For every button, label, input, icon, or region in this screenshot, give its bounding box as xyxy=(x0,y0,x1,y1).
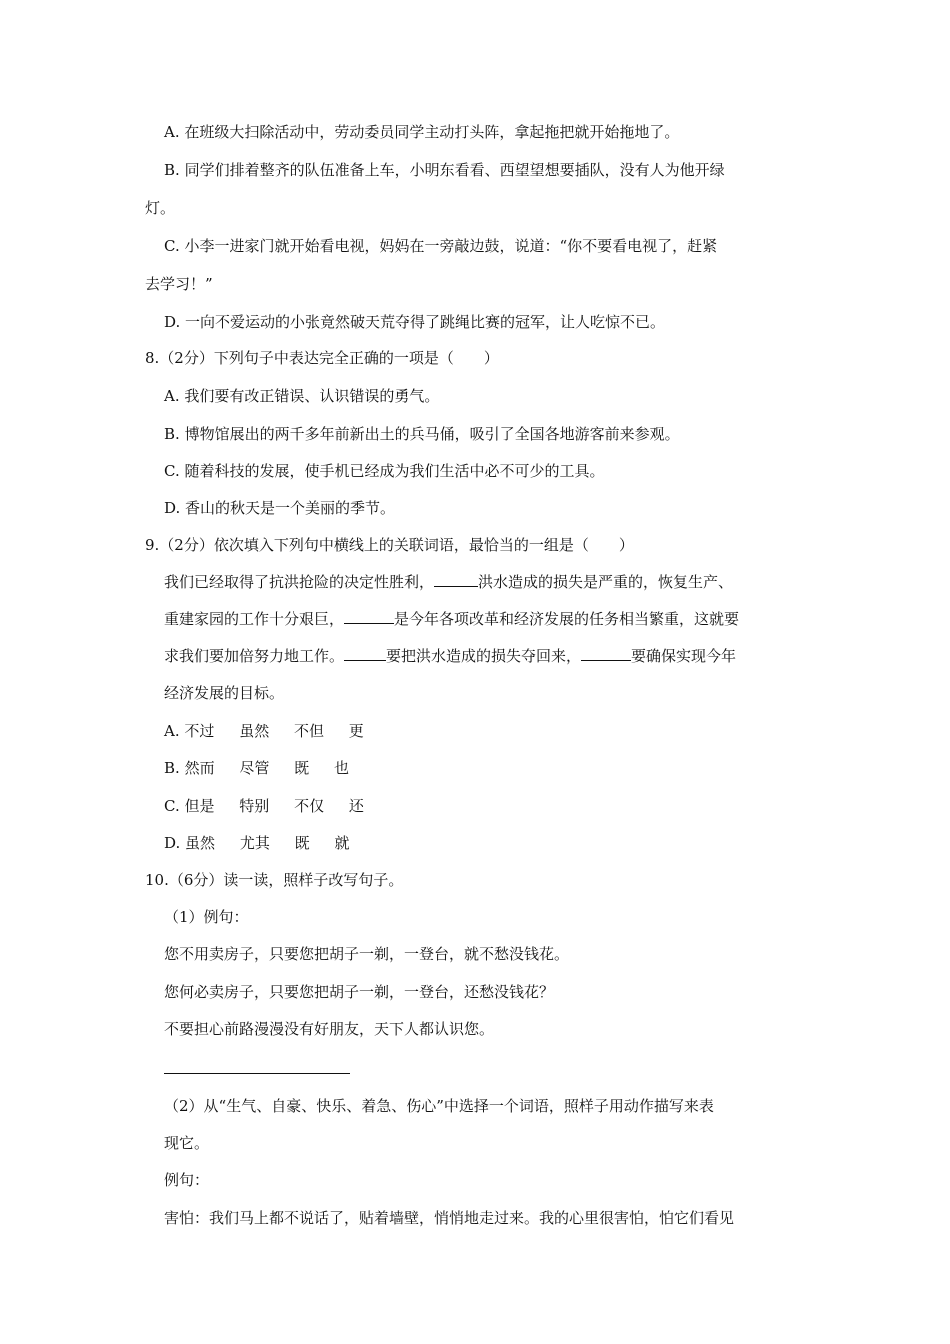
q8-option-c xyxy=(164,461,605,481)
answer-line xyxy=(164,1073,350,1074)
option-letter: C. xyxy=(164,237,180,255)
option-word: 但是 xyxy=(184,797,215,815)
option-text: 香山的秋天是一个美丽的季节。 xyxy=(185,499,396,517)
passage-text: 重建家园的工作十分艰巨， xyxy=(164,610,345,628)
passage-text: 我们已经取得了抗洪抢险的决定性胜利， xyxy=(164,573,435,591)
q10-stem: 10.（6分）读一读，照样子改写句子。 xyxy=(145,871,404,889)
fill-blank xyxy=(344,609,394,624)
option-text: 一向不爱运动的小张竟然破天荒夺得了跳绳比赛的冠军，让人吃惊不已。 xyxy=(185,313,666,331)
option-letter: C. xyxy=(164,462,180,480)
q7-option-b-continuation: 灯。 xyxy=(145,199,176,217)
option-letter: A. xyxy=(164,387,180,405)
option-word: 特别 xyxy=(239,797,270,815)
option-letter: A. xyxy=(164,722,180,740)
q10-example-label: 例句： xyxy=(164,1171,210,1189)
option-word: 就 xyxy=(334,834,350,852)
option-word: 也 xyxy=(333,759,349,777)
q9-option-b xyxy=(164,758,349,778)
q10-example-2: 您何必卖房子，只要您把胡子一剃，一登台，还愁没钱花？ xyxy=(164,983,555,1001)
option-letter: C. xyxy=(164,797,180,815)
option-word: 更 xyxy=(348,722,364,740)
passage-text: 要把洪水造成的损失夺回来， xyxy=(386,647,582,665)
option-word: 然而 xyxy=(184,759,215,777)
passage-text: 要确保实现今年 xyxy=(631,647,737,665)
q10-example-3: 害怕：我们马上都不说话了，贴着墙壁，悄悄地走过来。我的心里很害怕，怕它们看见 xyxy=(164,1209,735,1227)
option-word: 虽然 xyxy=(239,722,270,740)
option-word: 尤其 xyxy=(239,834,270,852)
option-word: 还 xyxy=(348,797,364,815)
q8-stem: 8.（2分）下列句子中表达完全正确的一项是（ ） xyxy=(145,349,499,367)
q7-option-b xyxy=(164,160,725,180)
option-text: 同学们排着整齐的队伍准备上车，小明东看看、西望望想要插队，没有人为他开绿 xyxy=(184,161,725,179)
q9-passage-line-1 xyxy=(164,572,733,592)
q9-option-a xyxy=(164,721,364,741)
option-letter: B. xyxy=(164,425,180,443)
q7-option-c xyxy=(164,236,717,256)
option-letter: D. xyxy=(164,499,181,517)
passage-text: 洪水造成的损失是严重的，恢复生产、 xyxy=(478,573,734,591)
q9-passage-line-3 xyxy=(164,646,736,666)
option-word: 不过 xyxy=(184,722,215,740)
q10-sub2-prompt: （2）从“生气、自豪、快乐、着急、伤心”中选择一个词语，照样子用动作描写来表 xyxy=(164,1097,714,1115)
option-letter: D. xyxy=(164,313,181,331)
option-text: 在班级大扫除活动中，劳动委员同学主动打头阵，拿起拖把就开始拖地了。 xyxy=(184,123,680,141)
q8-option-d xyxy=(164,498,395,518)
option-letter: A. xyxy=(164,123,180,141)
fill-blank xyxy=(344,646,386,661)
q9-passage-line-4: 经济发展的目标。 xyxy=(164,684,285,702)
option-word: 既 xyxy=(294,834,310,852)
q9-option-d xyxy=(164,833,349,853)
q7-option-c-continuation: 去学习！” xyxy=(145,275,213,293)
option-word: 既 xyxy=(294,759,310,777)
option-word: 不仅 xyxy=(294,797,325,815)
fill-blank xyxy=(581,646,631,661)
q8-option-a xyxy=(164,386,439,406)
q8-option-b xyxy=(164,424,680,444)
option-word: 尽管 xyxy=(239,759,270,777)
option-text: 我们要有改正错误、认识错误的勇气。 xyxy=(184,387,440,405)
option-letter: D. xyxy=(164,834,181,852)
q7-option-a xyxy=(164,122,679,142)
passage-text: 是今年各项改革和经济发展的任务相当繁重，这就要 xyxy=(394,610,740,628)
option-word: 虽然 xyxy=(185,834,216,852)
option-letter: B. xyxy=(164,759,180,777)
q9-option-c xyxy=(164,796,364,816)
q9-passage-line-2 xyxy=(164,609,739,629)
q10-sub1-label: （1）例句： xyxy=(164,908,249,926)
passage-text: 求我们要加倍努力地工作。 xyxy=(164,647,345,665)
fill-blank xyxy=(434,572,478,587)
option-text: 博物馆展出的两千多年前新出土的兵马俑，吸引了全国各地游客前来参观。 xyxy=(184,425,680,443)
q10-task-sentence: 不要担心前路漫漫没有好朋友，天下人都认识您。 xyxy=(164,1020,495,1038)
q9-stem: 9.（2分）依次填入下列句中横线上的关联词语，最恰当的一组是（ ） xyxy=(145,536,634,554)
option-text: 小李一进家门就开始看电视，妈妈在一旁敲边鼓，说道：“你不要看电视了，赶紧 xyxy=(184,237,718,255)
q10-example-1: 您不用卖房子，只要您把胡子一剃，一登台，就不愁没钱花。 xyxy=(164,945,570,963)
q7-option-d xyxy=(164,312,665,332)
option-word: 不但 xyxy=(293,722,324,740)
q10-sub2-prompt-continuation: 现它。 xyxy=(164,1134,210,1152)
option-text: 随着科技的发展，使手机已经成为我们生活中必不可少的工具。 xyxy=(184,462,605,480)
option-letter: B. xyxy=(164,161,180,179)
